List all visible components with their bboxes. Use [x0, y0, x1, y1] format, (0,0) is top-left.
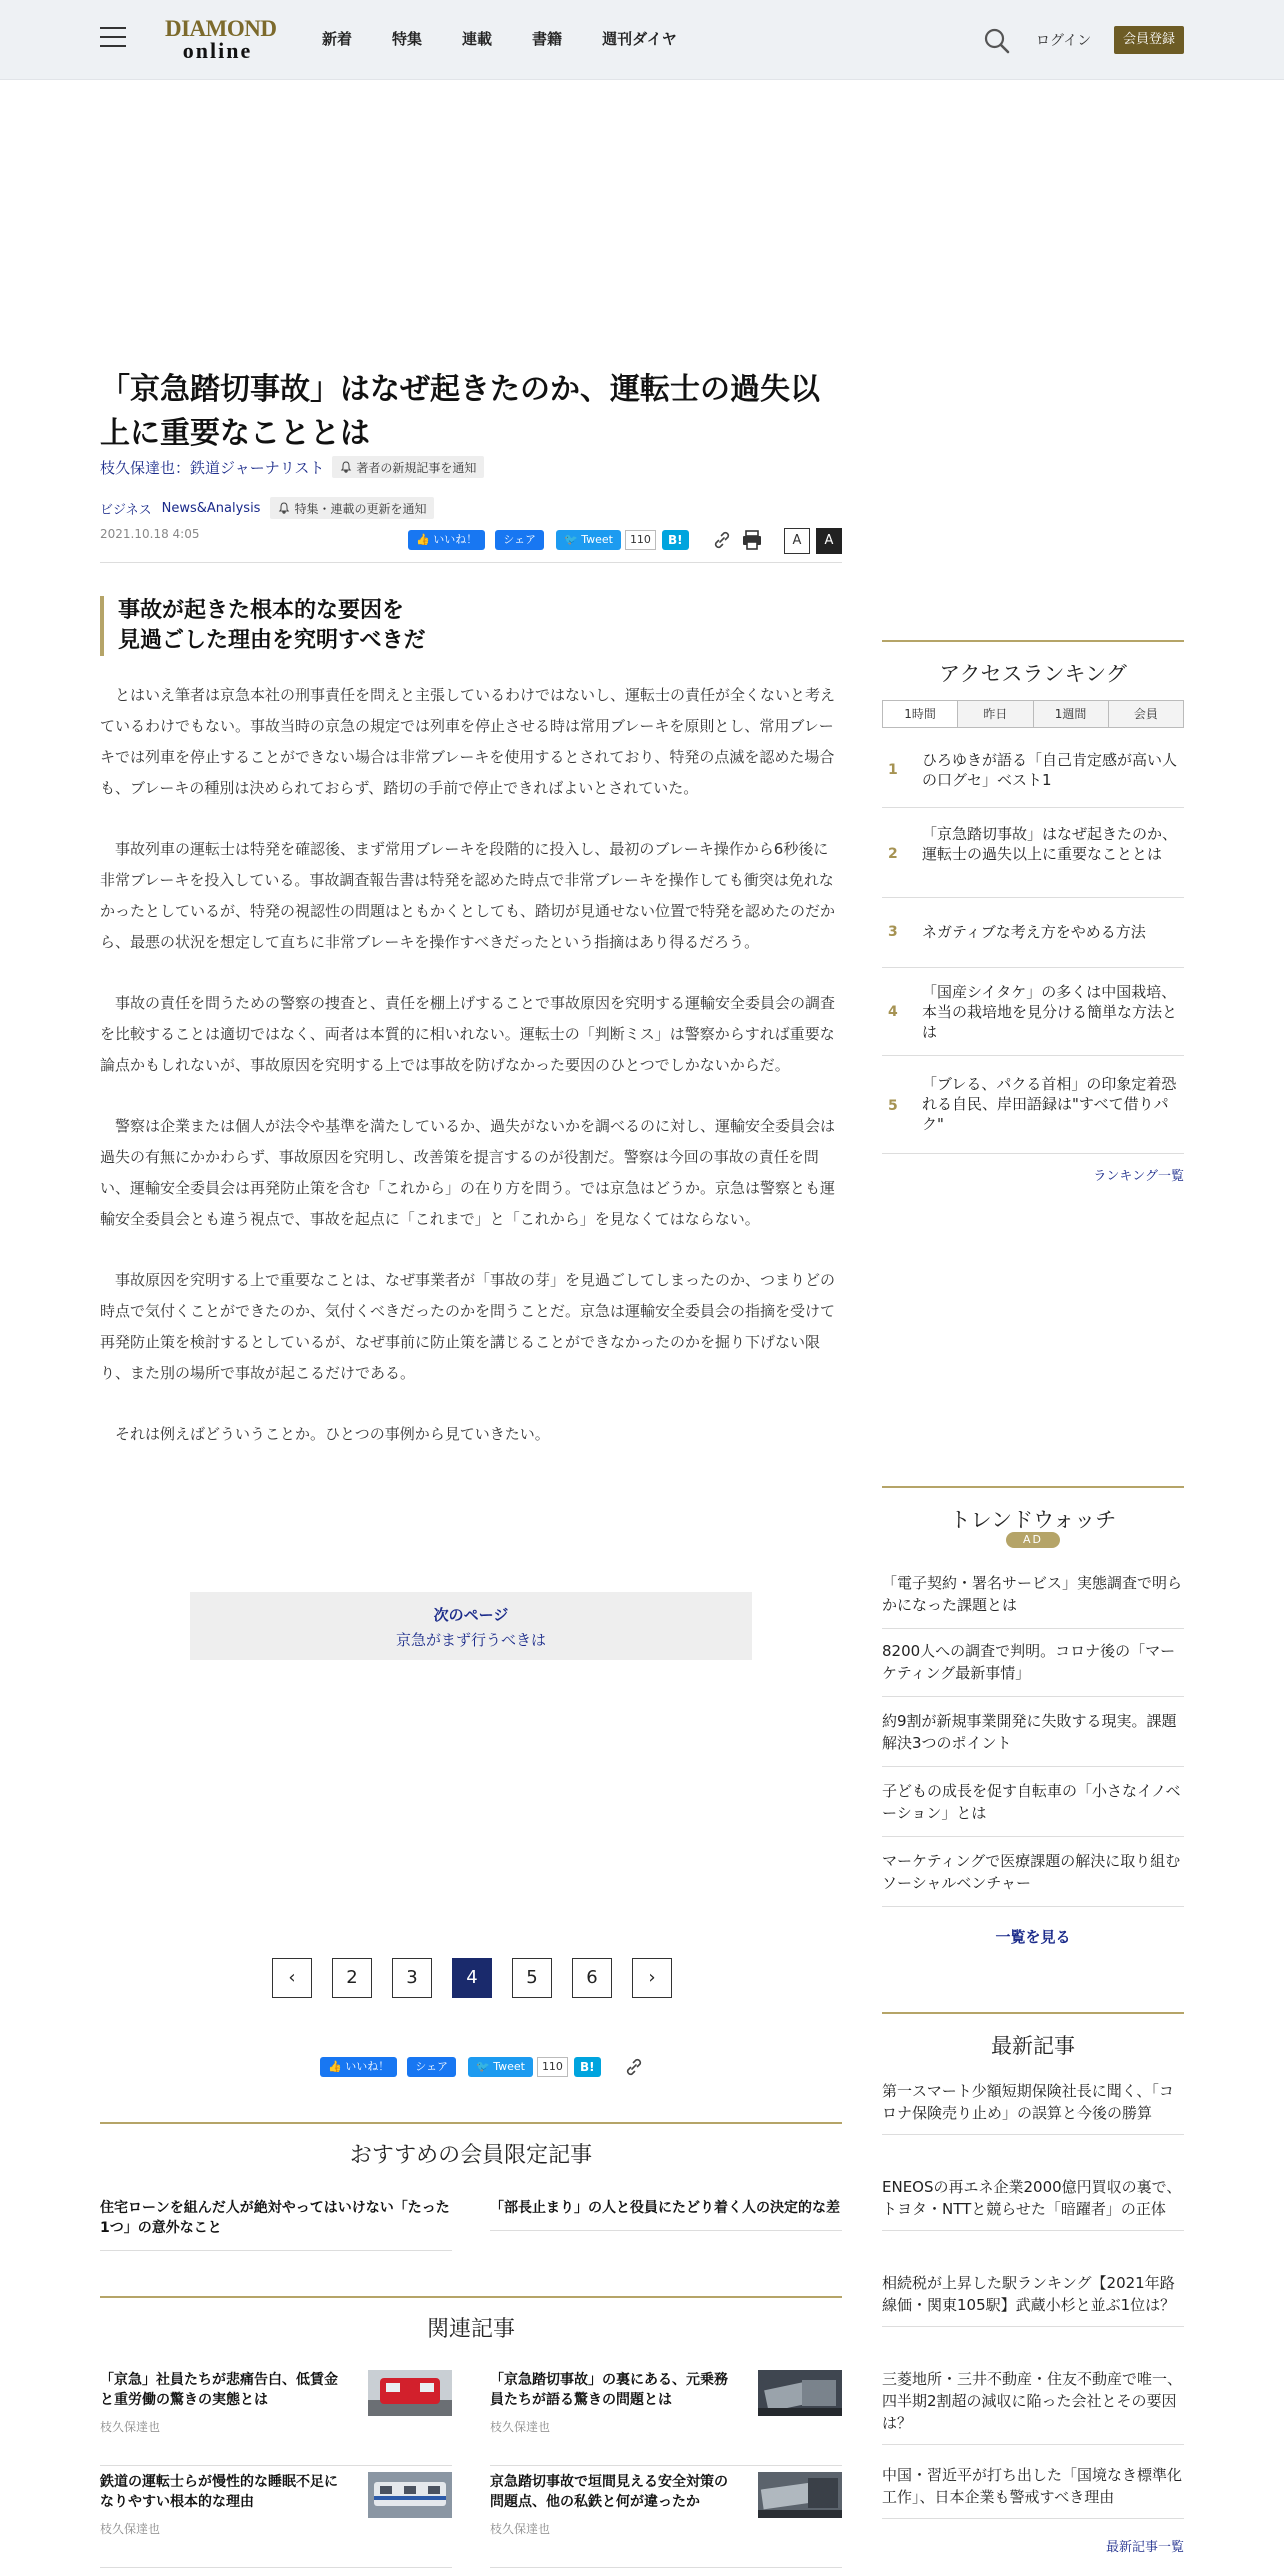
pagination: [272, 1958, 692, 1998]
share-bar-bottom: [320, 2056, 661, 2078]
category-business[interactable]: ビジネス: [100, 502, 152, 518]
like-label: いいね！: [433, 533, 478, 546]
trend-item[interactable]: 8200人への調査で判明。コロナ後の「マーケティング最新事情」: [882, 1640, 1184, 1697]
trend-item[interactable]: 子どもの成長を促す自転車の「小さなイノベーション」とは: [882, 1780, 1184, 1837]
tweet-label: Tweet: [581, 533, 613, 546]
facebook-share-button[interactable]: シェア: [495, 530, 544, 550]
link-icon[interactable]: [623, 2056, 645, 2078]
page-3[interactable]: 3: [392, 1958, 432, 1998]
category-news-analysis[interactable]: News&Analysis: [161, 500, 261, 516]
series-notify-button[interactable]: [270, 497, 434, 519]
ranking-number: 3: [888, 924, 898, 940]
link-icon[interactable]: [711, 529, 733, 551]
ranking-text: 「国産シイタケ」の多くは中国栽培、本当の栽培地を見分ける簡単な方法とは: [922, 983, 1178, 1041]
article-body: [100, 680, 842, 1480]
font-size-large-button[interactable]: A: [816, 528, 842, 554]
author-link[interactable]: 枝久保達也：鉄道ジャーナリスト: [100, 458, 325, 477]
ranking-number: 2: [888, 846, 898, 862]
main-nav: [322, 28, 717, 49]
tweet-button[interactable]: 🐦 Tweet: [556, 530, 621, 550]
page-6[interactable]: 6: [572, 1958, 612, 1998]
recommended-item[interactable]: 住宅ローンを組んだ人が絶対やってはいけない「たった1つ」の意外なこと: [100, 2198, 452, 2251]
logo-line1: DIAMOND: [165, 16, 277, 41]
related-item-title: 鉄道の運転士らが慢性的な睡眠不足になりやすい根本的な理由: [100, 2474, 338, 2510]
nav-features[interactable]: 特集: [392, 30, 423, 48]
related-item-author: 枝久保達也: [100, 2522, 161, 2536]
article-title: 「京急踏切事故」はなぜ起きたのか、運転士の過失以上に重要なこととは: [100, 372, 820, 451]
header-divider: [100, 562, 842, 563]
ranking-number: 4: [888, 1004, 898, 1020]
tab-1hour[interactable]: 1時間: [883, 701, 957, 727]
related-item[interactable]: [100, 2370, 452, 2466]
login-link[interactable]: ログイン: [1036, 33, 1092, 49]
ranking-text: 「京急踏切事故」はなぜ起きたのか、運転士の過失以上に重要なこととは: [922, 825, 1178, 863]
ranking-more-link[interactable]: ランキング一覧: [1093, 1169, 1184, 1184]
prev-page-button[interactable]: ‹: [272, 1958, 312, 1998]
like-label: いいね！: [345, 2060, 390, 2073]
latest-item[interactable]: ENEOSの再エネ企業2000億円買収の裏で、トヨタ・NTTと競らせた「暗躍者」の正体: [882, 2176, 1184, 2231]
related-item-author: 枝久保達也: [100, 2420, 161, 2434]
series-notify-label: 特集・連載の更新を通知: [294, 501, 427, 516]
ranking-item[interactable]: [882, 898, 1184, 968]
trend-see-all-link[interactable]: 一覧を見る: [995, 1928, 1071, 1946]
tab-members[interactable]: 会員: [1108, 701, 1183, 727]
related-item-title: 「京急」社員たちが悲痛告白、低賃金と重労働の驚きの実態とは: [100, 2372, 338, 2408]
subheading-line2: 見過ごした理由を究明すべきだ: [118, 628, 426, 653]
page-2[interactable]: 2: [332, 1958, 372, 1998]
hatena-bookmark-button[interactable]: B!: [574, 2057, 601, 2077]
trend-item[interactable]: 約9割が新規事業開発に失敗する現実。課題解決3つのポイント: [882, 1710, 1184, 1767]
ranking-number: 5: [888, 1098, 898, 1114]
related-item[interactable]: [100, 2472, 452, 2568]
ad-badge: AD: [1006, 1532, 1060, 1548]
related-item-title: 京急踏切事故で垣間見える安全対策の問題点、他の私鉄と何が違ったか: [490, 2474, 728, 2510]
ranking-title: アクセスランキング: [882, 640, 1184, 688]
nav-weekly[interactable]: 週刊ダイヤ: [602, 30, 677, 48]
paragraph: 事故原因を究明する上で重要なことは、なぜ事業者が「事故の芽」を見過ごしてしまったのか、つまりどの時点で気付くことができたのか、気付くべきだったのかを問うことだ。京急は運輸安全委員会の指摘を受けて再発防止策を検討するとしているが、なぜ事前に防止策を講じることができなかったのかを掘り下げない限り、また別の場所で事故が起こるだけである。: [100, 1271, 836, 1382]
accident-thumbnail-image: [758, 2472, 842, 2518]
ranking-item[interactable]: [882, 1056, 1184, 1154]
related-item[interactable]: [490, 2370, 842, 2466]
tab-1week[interactable]: 1週間: [1033, 701, 1108, 727]
recommended-section-title: おすすめの会員限定記事: [100, 2122, 842, 2169]
logo-line2: online: [182, 38, 253, 63]
category-row: [100, 497, 434, 519]
ranking-item[interactable]: [882, 738, 1184, 808]
nav-new[interactable]: 新着: [322, 30, 353, 48]
latest-title: 最新記事: [882, 2012, 1184, 2060]
trend-item[interactable]: マーケティングで医療課題の解決に取り組むソーシャルベンチャー: [882, 1850, 1184, 1907]
author-notify-button[interactable]: [332, 456, 484, 478]
publish-date: 2021.10.18 4:05: [100, 527, 200, 541]
author-notify-label: 著者の新規記事を通知: [356, 460, 477, 475]
related-item-author: 枝久保達也: [490, 2522, 551, 2536]
next-page-title: 京急がまず行うべきは: [395, 1631, 546, 1649]
ranking-item[interactable]: [882, 808, 1184, 898]
page-5[interactable]: 5: [512, 1958, 552, 1998]
latest-item[interactable]: 中国・習近平が打ち出した「国境なき標準化工作」、日本企業も警戒すべき理由: [882, 2464, 1184, 2519]
next-page-label: 次のページ: [433, 1606, 509, 1624]
related-item-title: 「京急踏切事故」の裏にある、元乗務員たちが語る驚きの問題とは: [490, 2372, 728, 2408]
ranking-text: ネガティブな考え方をやめる方法: [922, 923, 1146, 941]
next-page-button[interactable]: [190, 1592, 752, 1660]
site-header: [0, 0, 1284, 80]
facebook-share-button[interactable]: シェア: [407, 2057, 456, 2077]
facebook-like-button[interactable]: 👍 いいね！: [320, 2057, 397, 2077]
menu-icon[interactable]: [100, 27, 126, 49]
register-button[interactable]: 会員登録: [1114, 26, 1184, 54]
font-size-small-button[interactable]: A: [784, 528, 810, 554]
trend-title: トレンドウォッチ: [882, 1486, 1184, 1534]
next-page-arrow-button[interactable]: ›: [632, 1958, 672, 1998]
hatena-bookmark-button[interactable]: B!: [662, 530, 689, 550]
subheading-line1: 事故が起きた根本的な要因を: [118, 598, 405, 623]
article-subheading: [100, 596, 842, 656]
paragraph: それは例えばどういうことか。ひとつの事例から見ていきたい。: [115, 1425, 550, 1443]
tweet-count: 110: [625, 530, 656, 550]
tweet-count: 110: [537, 2057, 568, 2077]
author-row: [100, 456, 484, 478]
facebook-like-button[interactable]: 👍 いいね！: [408, 530, 485, 550]
nav-series[interactable]: 連載: [462, 30, 493, 48]
latest-more-link[interactable]: 最新記事一覧: [1105, 2540, 1184, 2555]
ranking-number: 1: [888, 762, 898, 778]
related-section-title: 関連記事: [100, 2296, 842, 2343]
ranking-item[interactable]: [882, 968, 1184, 1056]
paragraph: とはいえ筆者は京急本社の刑事責任を問えと主張しているわけではないし、運転士の責任が全くないと考えているわけでもない。事故当時の京急の規定では列車を停止させる時は常用ブレーキを原則とし、常用ブレーキでは列車を停止することができない場合は非常ブレーキを使用するとされており、特発の点滅を認めた場合も、ブレーキの種別は決められておらず、踏切の手前で停止できればよいとされていた。: [100, 686, 836, 797]
tweet-button[interactable]: 🐦 Tweet: [468, 2057, 533, 2077]
trend-item[interactable]: 「電子契約・署名サービス」実態調査で明らかになった課題とは: [882, 1572, 1184, 1629]
accident-thumbnail-image: [758, 2370, 842, 2416]
latest-item[interactable]: 相続税が上昇した駅ランキング【2021年路線価・関東105駅】武蔵小杉と並ぶ1位は？: [882, 2272, 1184, 2327]
paragraph: 事故の責任を問うための警察の捜査と、責任を棚上げすることで事故原因を究明する運輸安全委員会の調査を比較することは適切ではなく、両者は本質的に相いれない。運転士の「判断ミス」は警察からすれば重要な論点かもしれないが、事故原因を究明する上では事故を防げなかった要因のひとつでしかないからだ。: [100, 994, 836, 1074]
site-logo[interactable]: [165, 16, 277, 63]
related-item-author: 枝久保達也: [490, 2420, 551, 2434]
paragraph: 警察は企業または個人が法令や基準を満たしているか、過失がないかを調べるのに対し、運輸安全委員会は過失の有無にかかわらず、事故原因を究明し、改善策を提言するのが役割だ。警察は今回の事故の責任を問い、運輸安全委員会は再発防止策を含む「これから」の在り方を問う。では京急はどうか。京急は警察とも運輸安全委員会とも違う視点で、事故を起点に「これまで」と「これから」を見なくてはならない。: [100, 1117, 836, 1228]
related-item[interactable]: [490, 2472, 842, 2568]
share-bar-top: [408, 529, 749, 551]
bell-icon: [340, 461, 352, 473]
train-thumbnail-image: [368, 2370, 452, 2416]
page-4-current[interactable]: 4: [452, 1958, 492, 1998]
print-icon[interactable]: [740, 528, 764, 552]
bell-icon: [278, 502, 290, 514]
tab-yesterday[interactable]: 昨日: [957, 701, 1032, 727]
nav-books[interactable]: 書籍: [532, 30, 563, 48]
ranking-text: 「ブレる、パクる首相」の印象定着恐れる自民、岸田語録は"すべて借りパク": [922, 1075, 1177, 1133]
train-thumbnail-image: [368, 2472, 452, 2518]
ranking-text: ひろゆきが語る「自己肯定感が高い人の口グセ」ベスト1: [922, 751, 1178, 789]
recommended-item[interactable]: 「部長止まり」の人と役員にたどり着く人の決定的な差: [490, 2198, 842, 2231]
latest-item[interactable]: 三菱地所・三井不動産・住友不動産で唯一、四半期2割超の減収に陥った会社とその要因は？: [882, 2368, 1184, 2445]
latest-item[interactable]: 第一スマート少額短期保険社長に聞く、「コロナ保険売り止め」の誤算と今後の勝算: [882, 2080, 1184, 2135]
ranking-tabs: [882, 700, 1184, 728]
tweet-label: Tweet: [493, 2060, 525, 2073]
search-icon[interactable]: [983, 27, 1011, 55]
paragraph: 事故列車の運転士は特発を確認後、まず常用ブレーキを段階的に投入し、最初のブレーキ操作から6秒後に非常ブレーキを投入している。事故調査報告書は特発を認めた時点で非常ブレーキを操作しても衝突は免れなかったとしているが、特発の視認性の問題はともかくとしても、踏切が見通せない位置で特発を認めたのだから、最悪の状況を想定して直ちに非常ブレーキを操作すべきだったという指摘はあり得るだろう。: [100, 840, 836, 951]
